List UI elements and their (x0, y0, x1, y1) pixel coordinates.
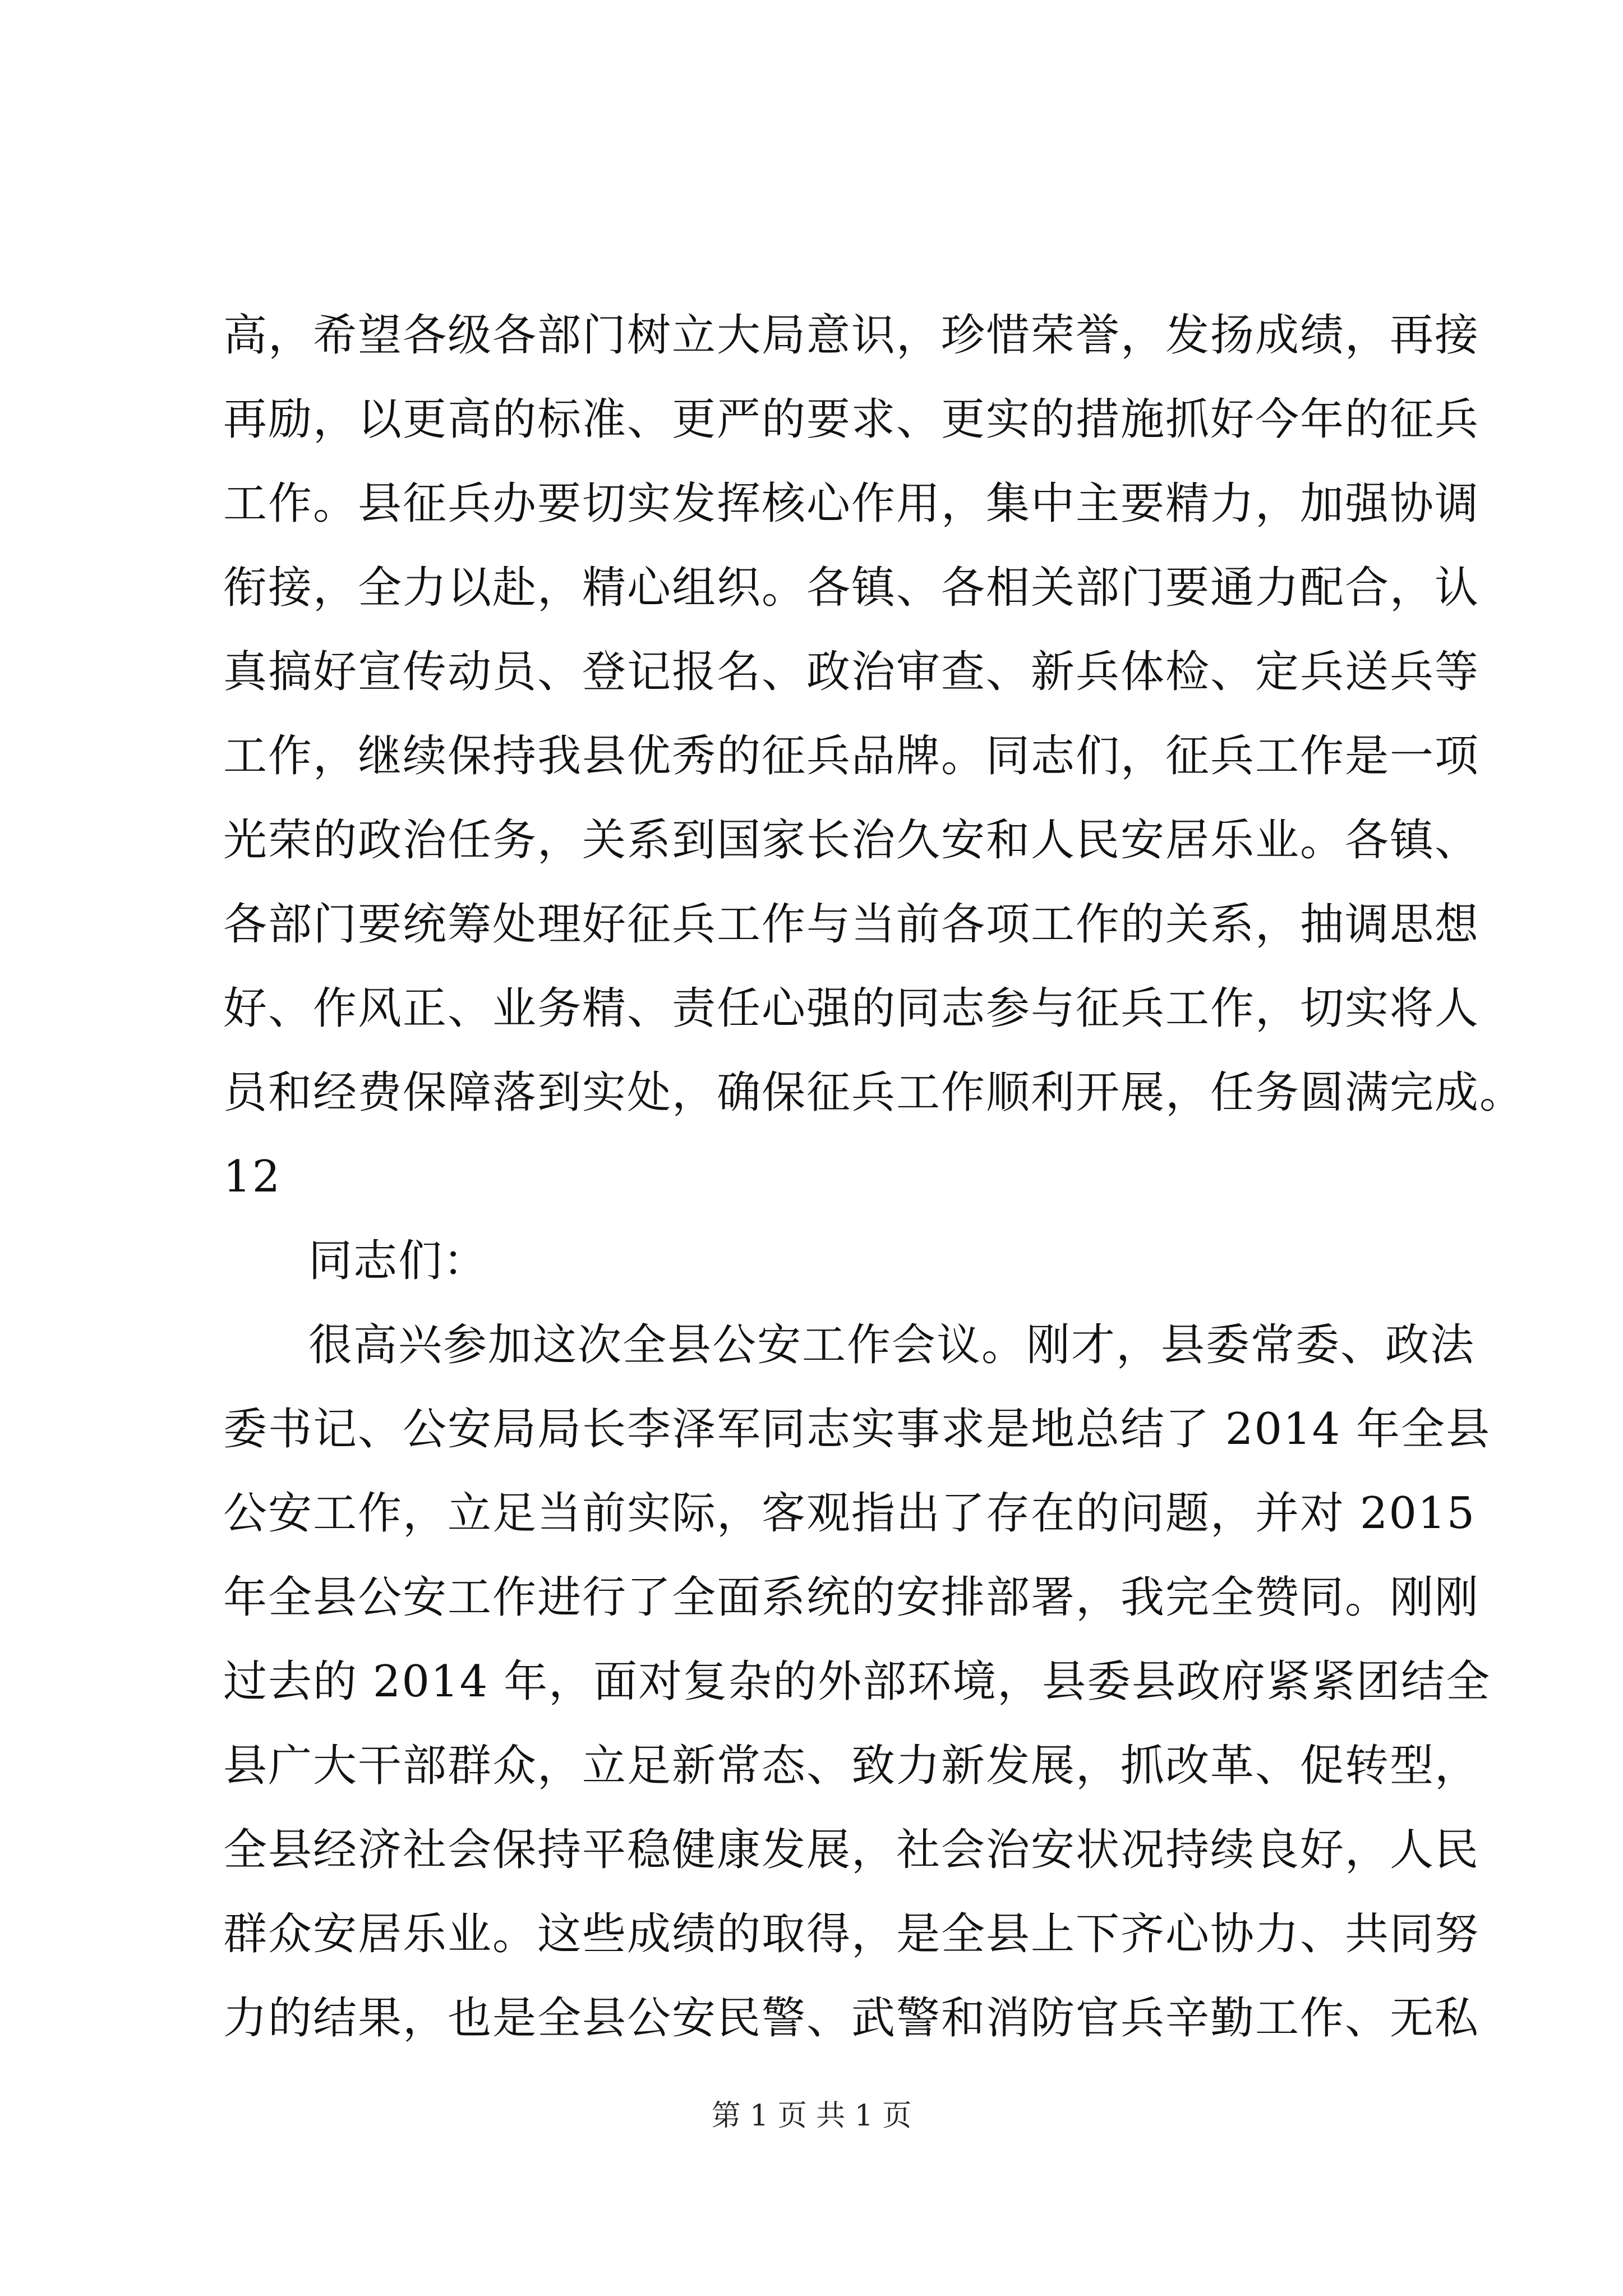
body-text-line: 工作，继续保持我县优秀的征兵品牌。同志们，征兵工作是一项 (223, 731, 1480, 781)
body-text-line: 高，希望各级各部门树立大局意识，珍惜荣誉，发扬成绩，再接 (223, 310, 1480, 361)
body-text-line: 工作。县征兵办要切实发挥核心作用，集中主要精力，加强协调 (223, 478, 1480, 529)
page-footer: 第 1 页 共 1 页 (711, 2099, 912, 2133)
body-text-line: 过去的 2014 年，面对复杂的外部环境，县委县政府紧紧团结全 (223, 1657, 1491, 1707)
body-text-line: 全县经济社会保持平稳健康发展，社会治安状况持续良好，人民 (223, 1825, 1480, 1875)
body-text-line: 再励，以更高的标准、更严的要求、更实的措施抓好今年的征兵 (223, 394, 1480, 445)
page-marker: 12 (223, 1152, 282, 1202)
body-text-line: 衔接，全力以赴，精心组织。各镇、各相关部门要通力配合，认 (223, 563, 1480, 613)
body-text-line: 县广大干部群众，立足新常态、致力新发展，抓改革、促转型， (223, 1741, 1480, 1791)
paragraph-first-line: 很高兴参加这次全县公安工作会议。刚才，县委常委、政法 (308, 1320, 1476, 1370)
body-text-line: 群众安居乐业。这些成绩的取得，是全县上下齐心协力、共同努 (223, 1909, 1480, 1959)
body-text-line: 好、作风正、业务精、责任心强的同志参与征兵工作，切实将人 (223, 983, 1480, 1034)
salutation: 同志们： (308, 1236, 488, 1286)
body-text-line: 员和经费保障落到实处，确保征兵工作顺利开展，任务圆满完成。 (223, 1068, 1525, 1118)
body-text-line: 力的结果，也是全县公安民警、武警和消防官兵辛勤工作、无私 (223, 1993, 1480, 2044)
body-text-line: 年全县公安工作进行了全面系统的安排部署，我完全赞同。刚刚 (223, 1572, 1480, 1623)
body-text-line: 光荣的政治任务，关系到国家长治久安和人民安居乐业。各镇、 (223, 815, 1480, 866)
body-text-line: 各部门要统筹处理好征兵工作与当前各项工作的关系，抽调思想 (223, 899, 1480, 950)
body-text-line: 公安工作，立足当前实际，客观指出了存在的问题，并对 2015 (223, 1488, 1476, 1539)
body-text-line: 真搞好宣传动员、登记报名、政治审查、新兵体检、定兵送兵等 (223, 647, 1480, 697)
body-text-line: 委书记、公安局局长李泽军同志实事求是地总结了 2014 年全县 (223, 1404, 1491, 1455)
